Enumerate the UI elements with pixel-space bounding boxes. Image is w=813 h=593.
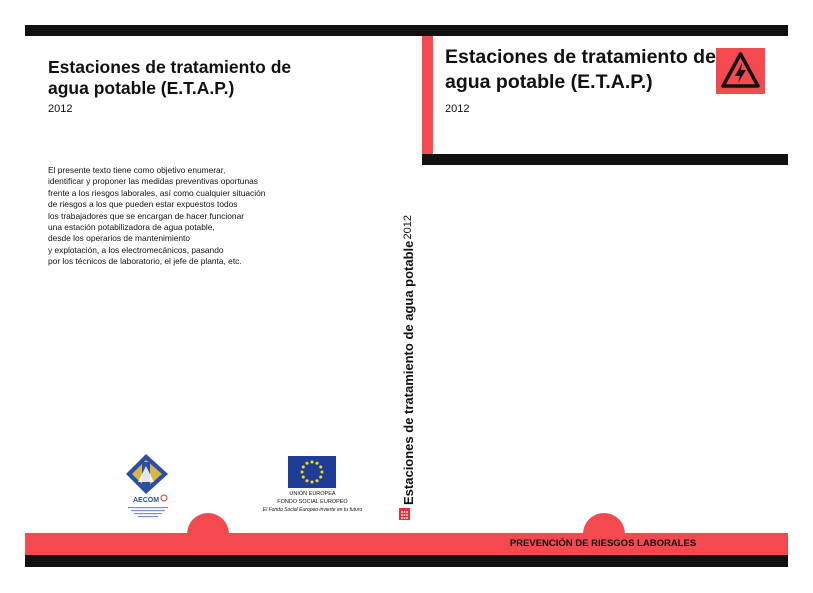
front-cover-red-strip — [422, 36, 433, 154]
front-cover-year: 2012 — [445, 103, 470, 115]
madrid-community-logo — [399, 508, 410, 520]
spine-title: Estaciones de tratamiento de agua potable — [400, 240, 416, 505]
collection-label: PREVENCIÓN DE RIESGOS LABORALES — [509, 538, 697, 549]
eu-flag-icon — [288, 456, 336, 488]
back-cover-description: El presente texto tiene como objetivo enumerar, identificar y proponer las medidas preventivas oportunas frente a los riesgos laborales, así como cualquier situación de riesgos a los que pueden estar expuestos todos los trabajadores que se encargan de hacer funcionar una estación potabilizadora de agua potable, desde los operarios de mantenimiento y explotación, a los electromecánicos, pasando por los técnicos de laboratorio, el jefe de planta, etc. — [48, 165, 266, 267]
front-cover-black-bar — [422, 154, 788, 165]
top-bar-right — [422, 25, 788, 36]
back-cover-year: 2012 — [48, 103, 73, 115]
eu-tagline: El Fondo Social Europeo invierte en tu futuro — [262, 507, 363, 513]
front-cover-title: Estaciones de tratamiento de agua potable (E.T.A.P.) — [445, 46, 716, 93]
book-spine — [396, 215, 420, 505]
eu-union-label: UNIÓN EUROPEA — [289, 491, 336, 497]
top-bar-left — [25, 25, 422, 36]
aecom-logo-text: AECOM — [132, 497, 160, 504]
aecom-logo — [124, 452, 174, 524]
spine-year: 2012 — [402, 215, 414, 240]
bottom-black-bar — [25, 555, 788, 567]
back-cover-title: Estaciones de tratamiento de agua potable (E.T.A.P.) — [48, 57, 292, 98]
electrical-hazard-icon — [716, 48, 765, 94]
eu-fund-label: FONDO SOCIAL EUROPEO — [277, 499, 348, 505]
